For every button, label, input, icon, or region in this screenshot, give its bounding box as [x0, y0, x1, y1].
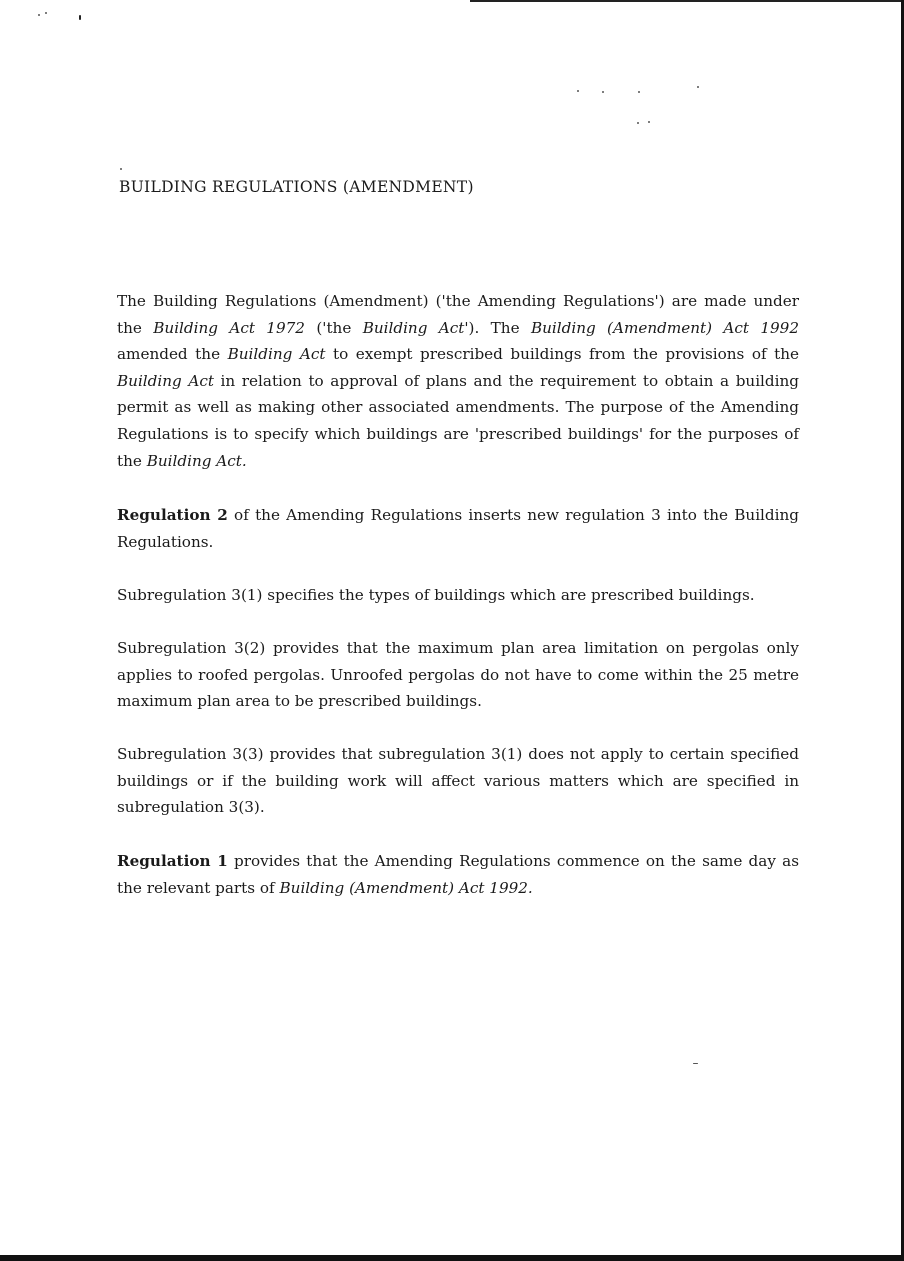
- italic-act-name: Building Act.: [146, 451, 247, 470]
- scan-speck: [120, 168, 122, 170]
- text-run: Subregulation 3(3) provides that subregulation 3(1) does not apply to certain specified buildings or if the building work will affect various matters which are specified in subregulation 3(3).: [117, 745, 799, 817]
- paragraph-intro: [117, 288, 799, 474]
- text-run: of the Amending Regulations inserts new regulation 3 into the Building Regulations.: [117, 506, 799, 551]
- scan-speck: [577, 90, 579, 92]
- scan-edge-top: [470, 0, 904, 2]
- italic-act-name: Building Act: [227, 345, 326, 364]
- text-run: ('the: [304, 318, 363, 337]
- bold-regulation-ref: Regulation 1: [117, 852, 228, 870]
- paragraph-subregulation-3-2: [117, 635, 799, 715]
- text-run: Subregulation 3(1) specifies the types of buildings which are prescribed buildings.: [117, 586, 755, 604]
- scan-speck: [648, 121, 650, 123]
- paragraph-subregulation-3-1: [117, 582, 799, 609]
- text-run: provides that the Amending Regulations commence on the same day as the relevant parts of: [117, 852, 799, 897]
- text-run: amended the: [117, 345, 228, 364]
- text-run: to exempt prescribed buildings from the provisions of the: [325, 345, 800, 364]
- paragraph-regulation-2: [117, 502, 799, 555]
- scan-speck: [638, 91, 640, 93]
- scan-speck: [693, 1063, 698, 1064]
- italic-act-name: Building Act: [362, 318, 465, 337]
- scan-speck: [602, 91, 604, 93]
- text-run: '). The: [464, 318, 531, 337]
- scan-speck: [45, 12, 47, 14]
- italic-act-name: Building Act 1972: [153, 318, 305, 337]
- text-run: The Building Regulations (Amendment) ('the Amending Regulations') are made under the: [117, 292, 799, 337]
- italic-act-name: Building (Amendment) Act 1992: [530, 318, 800, 337]
- text-run: Subregulation 3(2) provides that the maximum plan area limitation on pergolas only applies to roofed pergolas. Unroofed pergolas do not have to come within the 25 metre maximum plan area to be prescribed buildings.: [117, 639, 799, 711]
- document-title: BUILDING REGULATIONS (AMENDMENT): [119, 178, 474, 196]
- scan-speck: [79, 15, 81, 20]
- paragraph-regulation-1: [117, 848, 799, 901]
- scan-speck: [637, 122, 639, 124]
- scan-speck: [38, 14, 40, 16]
- italic-act-name: Building (Amendment) Act 1992.: [279, 878, 533, 897]
- bold-regulation-ref: Regulation 2: [117, 506, 228, 524]
- text-run: in relation to approval of plans and the requirement to obtain a building permit as well as making other associated amendments. The purpose of the Amending Regulations is to specify which buildings are 'prescribed buildings' for the purposes of the: [117, 371, 799, 470]
- scan-speck: [697, 86, 699, 88]
- paragraph-subregulation-3-3: [117, 741, 799, 821]
- scan-edge-bottom: [0, 1255, 904, 1261]
- italic-act-name: Building Act: [117, 371, 214, 390]
